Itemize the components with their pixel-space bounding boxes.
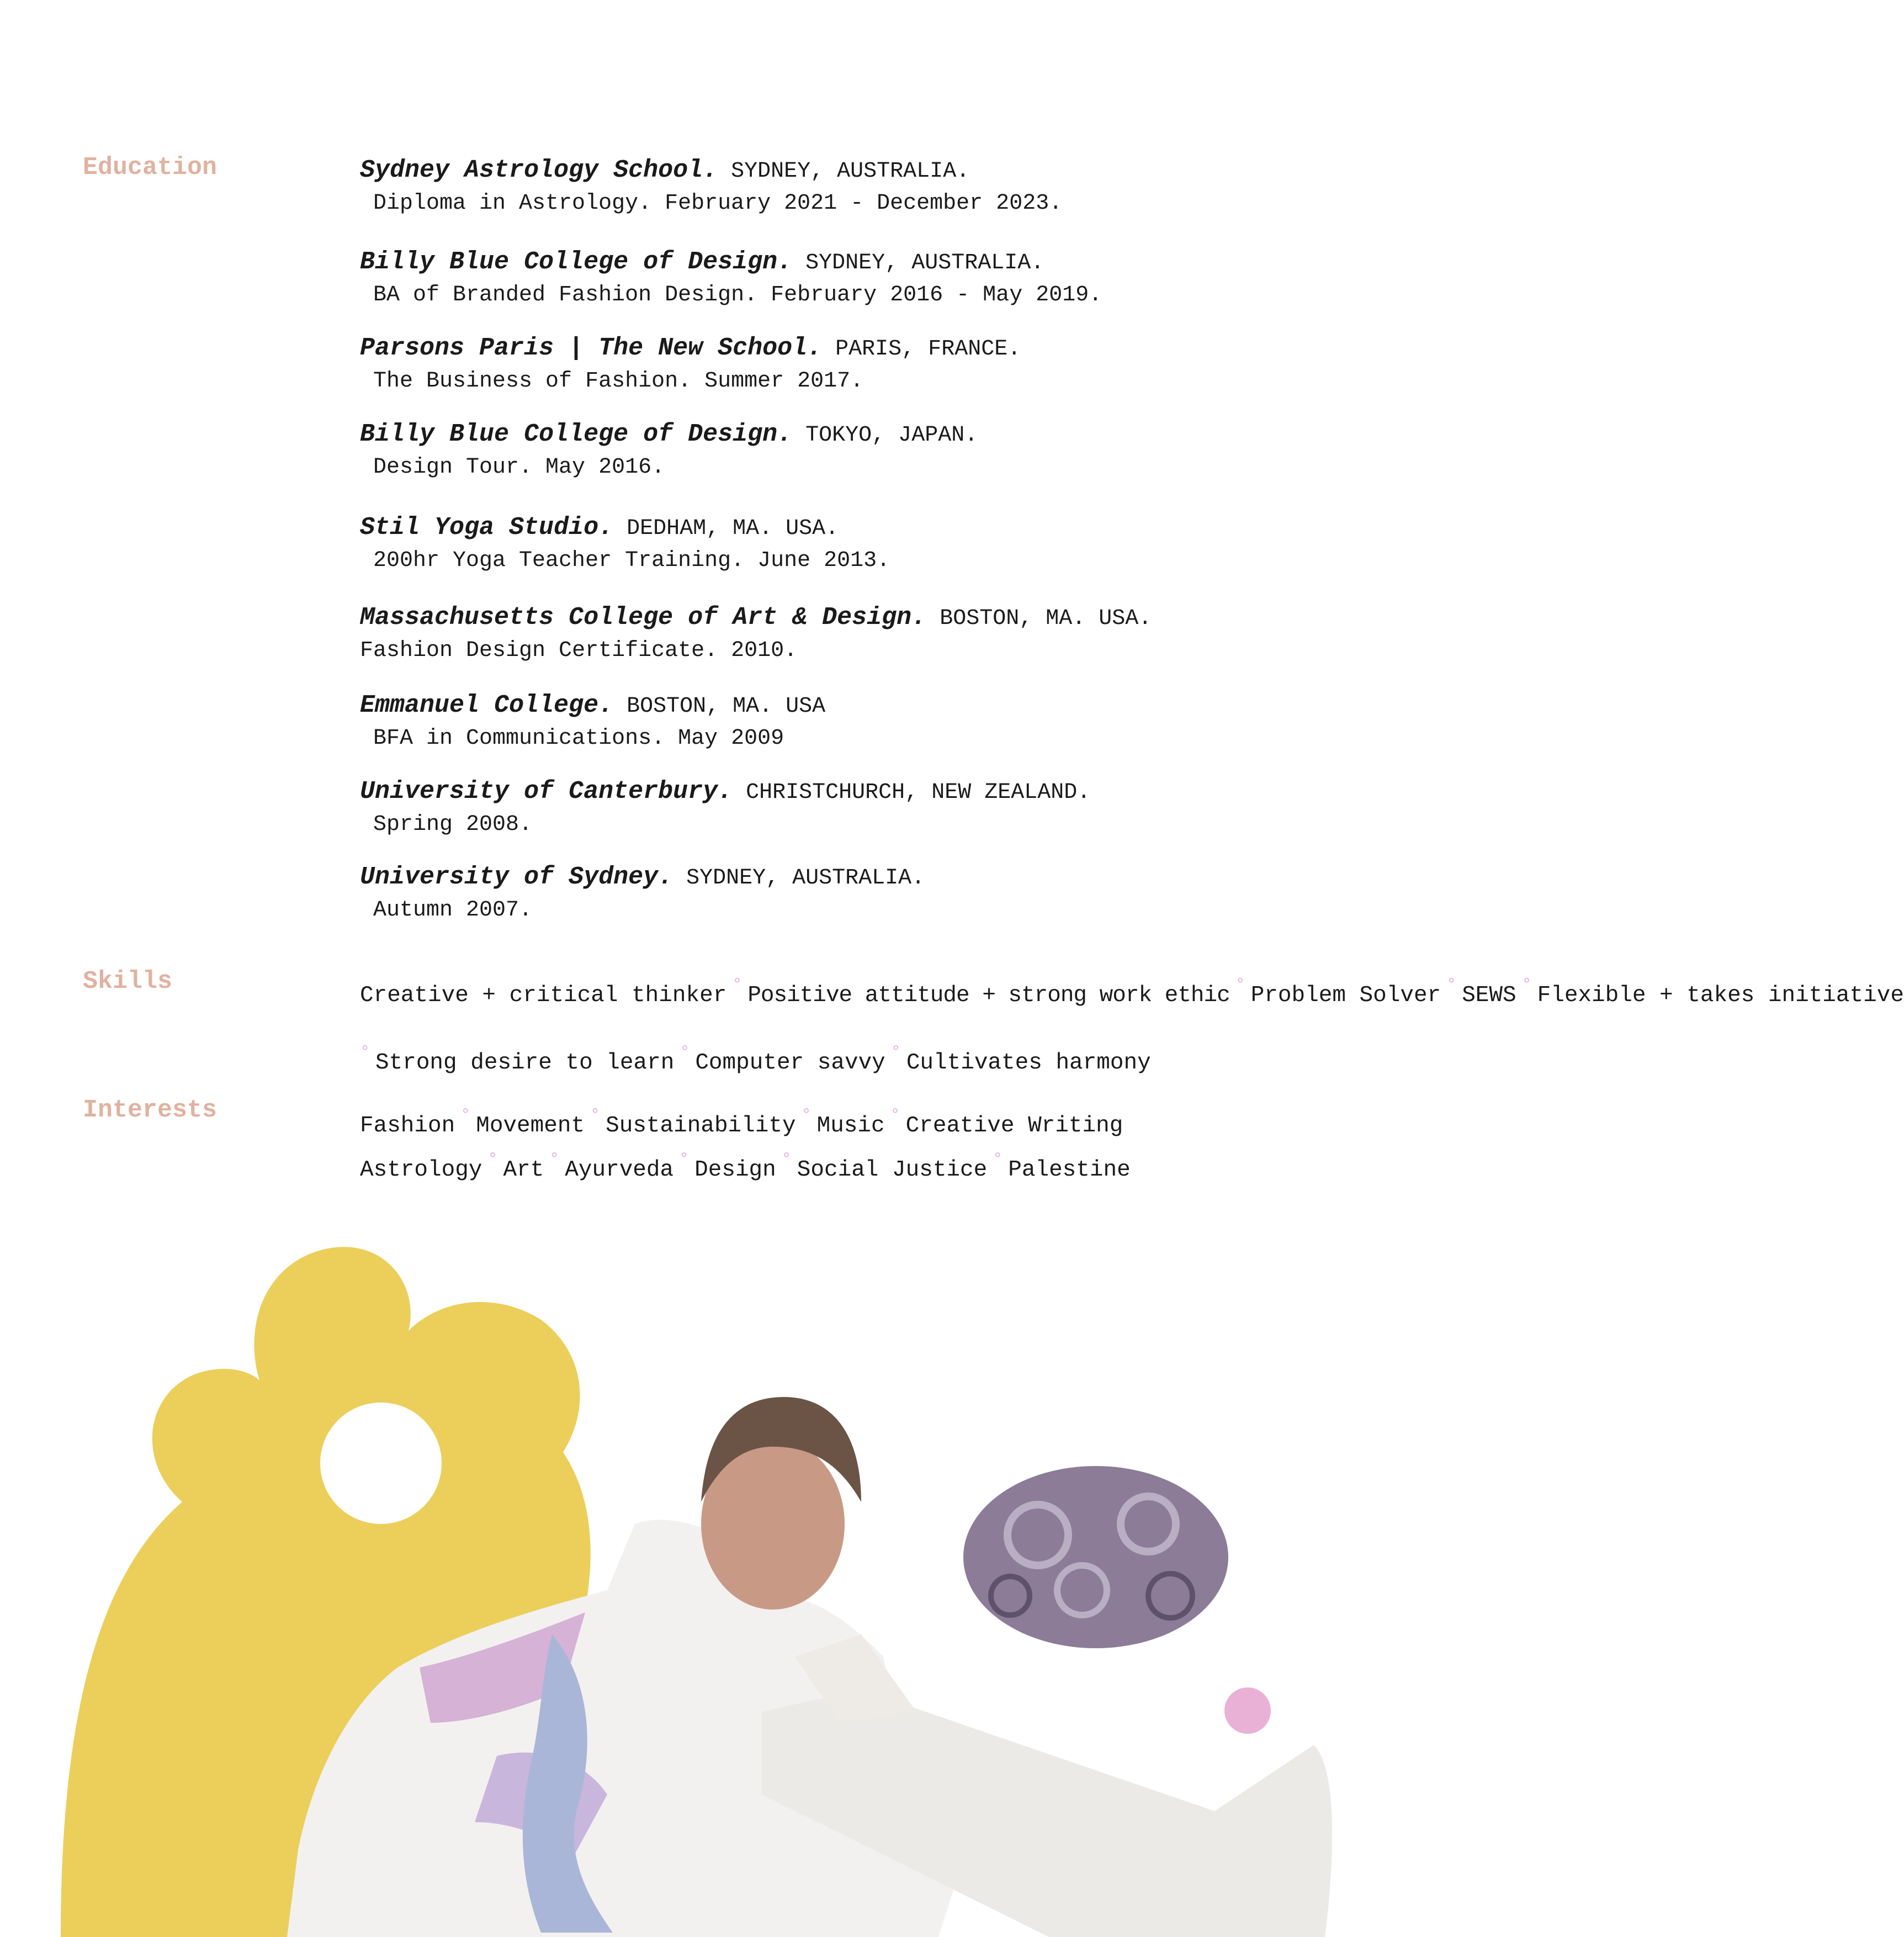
collage-artwork bbox=[0, 1215, 1369, 1937]
separator-dot: ° bbox=[1521, 976, 1532, 994]
skill-item: Cultivates harmony bbox=[906, 1050, 1151, 1076]
education-entry bbox=[360, 776, 1090, 841]
pink-dot bbox=[1224, 1687, 1271, 1734]
separator-dot: ° bbox=[487, 1150, 498, 1169]
institution-location: CHRISTCHURCH, NEW ZEALAND. bbox=[746, 780, 1091, 805]
education-entry bbox=[360, 861, 925, 927]
interest-item: Art bbox=[503, 1157, 544, 1183]
interest-item: Sustainability bbox=[606, 1113, 796, 1139]
skills-list-continued bbox=[360, 1036, 1151, 1080]
institution-location: DEDHAM, MA. USA. bbox=[627, 516, 839, 541]
skill-item: Positive attitude + strong work ethic bbox=[747, 983, 1230, 1008]
skill-item: Creative + critical thinker bbox=[360, 983, 727, 1008]
education-entry bbox=[360, 332, 1021, 398]
institution-location: BOSTON, MA. USA bbox=[627, 694, 826, 719]
skills-list bbox=[360, 969, 1904, 1013]
skill-item: SEWS bbox=[1462, 983, 1516, 1008]
separator-dot: ° bbox=[993, 1150, 1003, 1169]
separator-dot: ° bbox=[801, 1106, 812, 1125]
separator-dot: ° bbox=[890, 1043, 901, 1062]
skill-item: Problem Solver bbox=[1250, 983, 1441, 1008]
education-detail: BA of Branded Fashion Design. February 2016 - May 2019. bbox=[373, 283, 1102, 308]
separator-dot: ° bbox=[781, 1150, 792, 1169]
interest-item: Astrology bbox=[360, 1157, 482, 1183]
skill-item: Flexible + takes initiative bbox=[1537, 983, 1904, 1008]
institution-location: SYDNEY, AUSTRALIA. bbox=[805, 251, 1044, 276]
separator-dot: ° bbox=[549, 1150, 560, 1169]
separator-dot: ° bbox=[460, 1106, 471, 1125]
education-entry bbox=[360, 419, 978, 484]
skill-item: Computer savvy bbox=[695, 1050, 885, 1076]
institution-name: Massachusetts College of Art & Design. bbox=[360, 604, 927, 632]
education-entry bbox=[360, 155, 1062, 220]
purple-brooch-ornament bbox=[963, 1466, 1228, 1648]
interest-item: Music bbox=[816, 1113, 885, 1139]
separator-dot: ° bbox=[679, 1150, 690, 1169]
separator-dot: ° bbox=[1446, 976, 1457, 994]
section-label-interests: Interests bbox=[83, 1096, 218, 1124]
interest-item: Social Justice bbox=[797, 1157, 988, 1183]
interest-item: Creative Writing bbox=[905, 1113, 1123, 1139]
section-label-education: Education bbox=[83, 154, 218, 182]
separator-dot: ° bbox=[590, 1106, 601, 1125]
separator-dot: ° bbox=[890, 1106, 900, 1125]
institution-location: TOKYO, JAPAN. bbox=[805, 423, 978, 448]
interests-list bbox=[360, 1099, 1131, 1187]
institution-name: Stil Yoga Studio. bbox=[360, 514, 614, 542]
institution-location: SYDNEY, AUSTRALIA. bbox=[686, 866, 925, 891]
institution-name: Parsons Paris | The New School. bbox=[360, 334, 823, 362]
separator-dot: ° bbox=[732, 976, 742, 994]
separator-dot: ° bbox=[680, 1043, 690, 1062]
institution-name: Billy Blue College of Design. bbox=[360, 420, 793, 448]
education-detail: 200hr Yoga Teacher Training. June 2013. bbox=[373, 548, 890, 573]
separator-dot: ° bbox=[1235, 976, 1245, 994]
education-detail: Autumn 2007. bbox=[373, 898, 533, 923]
institution-name: Billy Blue College of Design. bbox=[360, 248, 793, 276]
interest-item: Fashion bbox=[360, 1113, 455, 1139]
institution-name: University of Sydney. bbox=[360, 863, 673, 891]
education-detail: BFA in Communications. May 2009 bbox=[373, 726, 784, 751]
section-label-skills: Skills bbox=[83, 967, 173, 996]
separator-dot: ° bbox=[360, 1043, 370, 1062]
interest-item: Design bbox=[694, 1157, 776, 1183]
education-detail: Fashion Design Certificate. 2010. bbox=[360, 638, 798, 663]
institution-location: BOSTON, MA. USA. bbox=[940, 606, 1152, 631]
institution-name: University of Canterbury. bbox=[360, 777, 733, 806]
institution-location: PARIS, FRANCE. bbox=[835, 337, 1021, 362]
education-detail: Diploma in Astrology. February 2021 - December 2023. bbox=[373, 191, 1063, 216]
institution-name: Emmanuel College. bbox=[360, 691, 614, 719]
education-detail: The Business of Fashion. Summer 2017. bbox=[373, 369, 864, 394]
skill-item: Strong desire to learn bbox=[375, 1050, 675, 1076]
education-detail: Spring 2008. bbox=[373, 812, 533, 837]
interest-item: Palestine bbox=[1008, 1157, 1131, 1183]
education-entry bbox=[360, 246, 1102, 311]
interest-item: Ayurveda bbox=[565, 1157, 674, 1183]
education-entry bbox=[360, 512, 890, 577]
education-entry bbox=[360, 602, 1152, 667]
education-detail: Design Tour. May 2016. bbox=[373, 455, 665, 480]
interest-item: Movement bbox=[476, 1113, 585, 1139]
education-entry bbox=[360, 690, 825, 755]
institution-name: Sydney Astrology School. bbox=[360, 156, 718, 184]
institution-location: SYDNEY, AUSTRALIA. bbox=[731, 159, 970, 184]
